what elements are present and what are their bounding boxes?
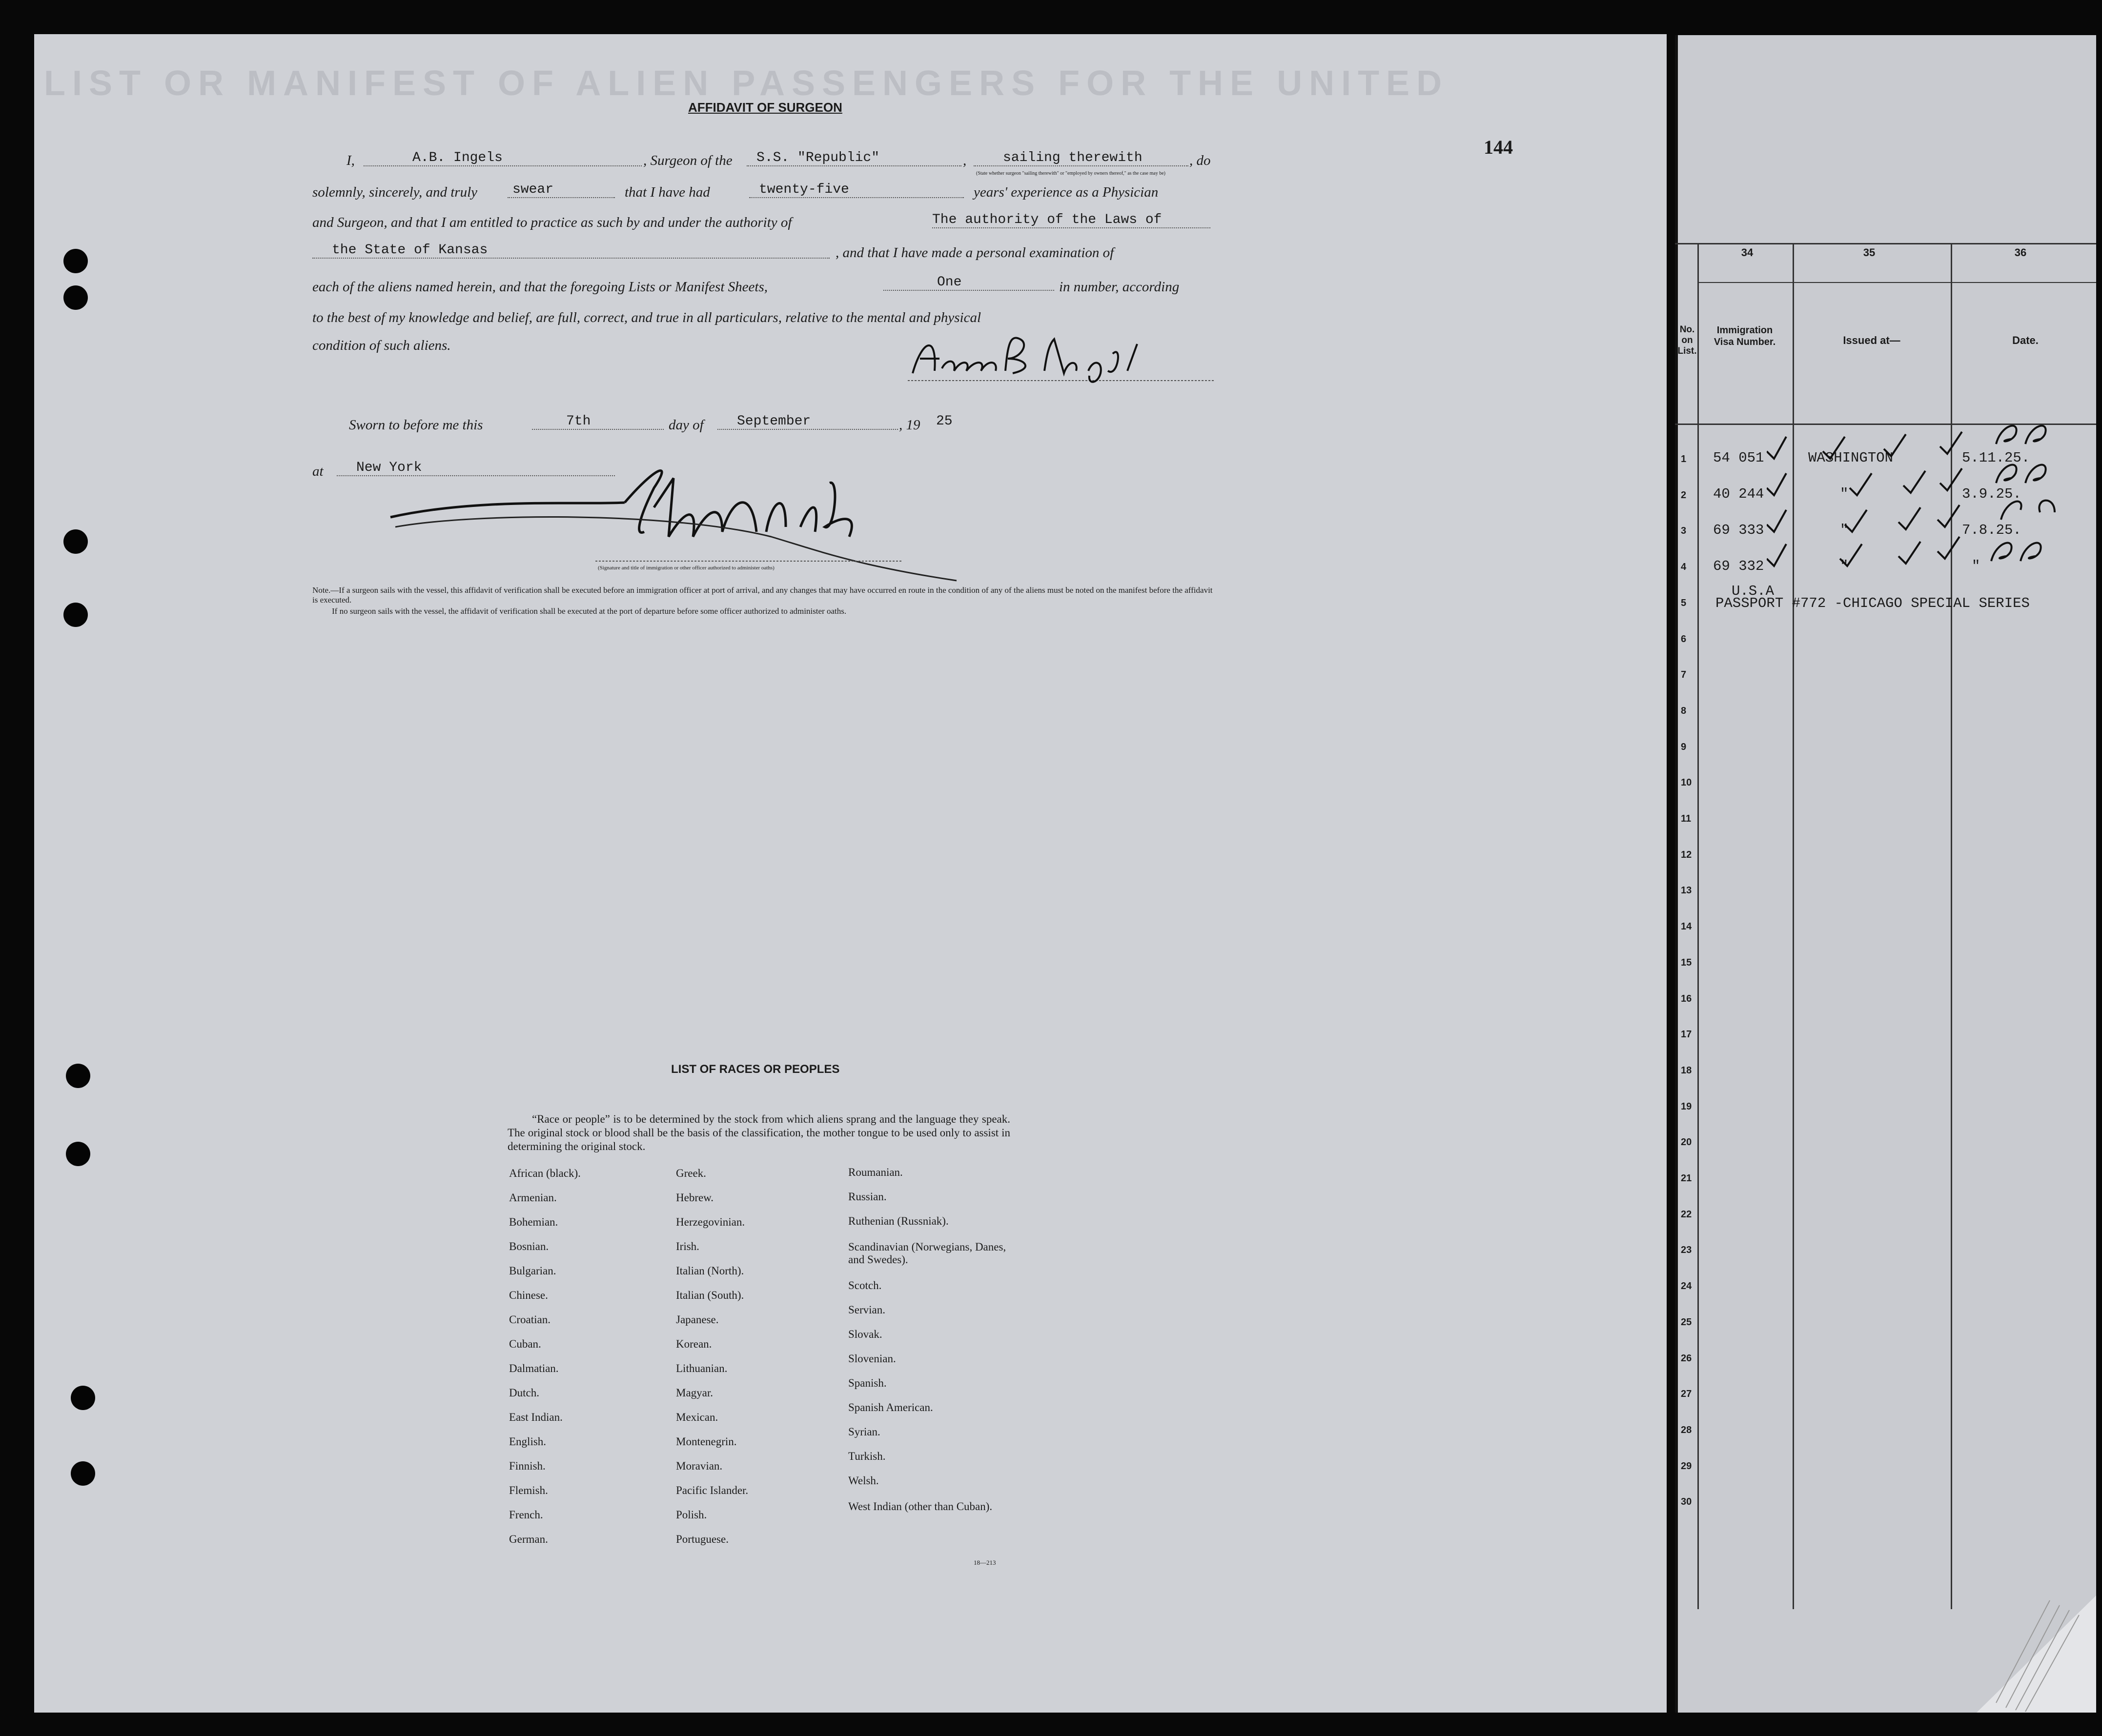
race-entry: Bosnian.: [509, 1240, 549, 1252]
race-entry: Flemish.: [509, 1484, 548, 1496]
page-corner-fold: [1977, 1595, 2096, 1713]
race-entry: Scandinavian (Norwegians, Danes, and Swedes).: [848, 1241, 1006, 1266]
punch-hole: [63, 285, 88, 310]
sworn-day: 7th: [532, 414, 664, 430]
affidavit-text: , Surgeon of the: [643, 153, 733, 168]
race-entry: Chinese.: [509, 1289, 548, 1301]
date-cell: ": [1972, 558, 1980, 574]
punch-hole: [66, 1142, 90, 1166]
row-number: 3: [1681, 525, 1687, 537]
row-number: 15: [1681, 957, 1692, 968]
race-entry: Italian (North).: [676, 1265, 744, 1277]
race-entry: Pacific Islander.: [676, 1484, 749, 1496]
row-number: 20: [1681, 1137, 1692, 1148]
sworn-place: New York: [337, 460, 615, 476]
row-number: 29: [1681, 1460, 1692, 1472]
table-rule: [1697, 282, 2096, 283]
affidavit-text: and Surgeon, and that I am entitled to practice as such by and under the authority of: [312, 215, 792, 230]
header-issued-at: Issued at—: [1843, 334, 1900, 346]
race-entry: Greek.: [676, 1167, 706, 1179]
affidavit-note: If no surgeon sails with the vessel, the affidavit of verification shall be executed at the port of departure before some officer authorized to administer oaths.: [332, 606, 847, 616]
affidavit-text: I,: [347, 153, 355, 168]
officer-signature-caption: (Signature and title of immigration or other officer authorized to administer oaths): [598, 565, 775, 571]
issued-at-cell: WASHINGTON: [1808, 450, 1894, 466]
race-entry: Slovenian.: [848, 1352, 896, 1365]
race-entry: Dutch.: [509, 1387, 539, 1399]
race-entry: English.: [509, 1435, 547, 1448]
row-number: 21: [1681, 1173, 1692, 1184]
race-entry: Roumanian.: [848, 1166, 903, 1178]
sworn-month: September: [717, 414, 898, 430]
oath-type: swear: [508, 182, 615, 198]
row-number: 24: [1681, 1281, 1692, 1292]
race-entry: Spanish.: [848, 1377, 887, 1389]
affidavit-title: AFFIDAVIT OF SURGEON: [688, 100, 842, 115]
race-entry: Lithuanian.: [676, 1362, 728, 1374]
affidavit-text: to the best of my knowledge and belief, are full, correct, and true in all particulars, relative to the mental and physical: [312, 310, 981, 325]
race-entry: Bulgarian.: [509, 1265, 556, 1277]
race-entry: Turkish.: [848, 1450, 886, 1462]
race-entry: Italian (South).: [676, 1289, 744, 1301]
column-number: 36: [2014, 246, 2027, 259]
punch-hole: [71, 1461, 95, 1486]
affidavit-text: years' experience as a Physician: [974, 184, 1159, 200]
race-entry: African (black).: [509, 1167, 581, 1179]
bleed-through-header: LIST OR MANIFEST OF ALIEN PASSENGERS FOR THE UNITED: [44, 64, 1449, 103]
header-visa-number: Immigration Visa Number.: [1714, 325, 1776, 347]
race-entry: Mexican.: [676, 1411, 718, 1423]
row-number: 28: [1681, 1424, 1692, 1435]
race-entry: Armenian.: [509, 1191, 557, 1204]
race-entry: Hebrew.: [676, 1191, 714, 1204]
race-entry: Russian.: [848, 1191, 887, 1203]
row-number: 9: [1681, 741, 1687, 752]
issued-at-cell: ": [1840, 486, 1849, 502]
row-number: 4: [1681, 562, 1687, 573]
surgeon-name: A.B. Ingels: [364, 150, 642, 166]
race-entry: Syrian.: [848, 1426, 880, 1438]
race-entry: Herzegovinian.: [676, 1216, 745, 1228]
row-number: 13: [1681, 885, 1692, 896]
date-cell: 7.8.25.: [1962, 522, 2021, 538]
race-entry: Finnish.: [509, 1460, 546, 1472]
visa-number-cell: 69 333: [1713, 522, 1764, 538]
punch-hole: [63, 249, 88, 273]
row-number: 18: [1681, 1065, 1692, 1076]
race-entry: Scotch.: [848, 1279, 882, 1292]
row-number: 5: [1681, 597, 1687, 608]
race-entry: Dalmatian.: [509, 1362, 559, 1374]
race-entry: Bohemian.: [509, 1216, 558, 1228]
punch-hole: [71, 1386, 95, 1410]
race-entry: Portuguese.: [676, 1533, 729, 1545]
table-rule: [1697, 243, 1699, 1609]
manifest-sheet-count: One: [883, 275, 1054, 291]
affidavit-text: , do: [1189, 153, 1211, 168]
row-number: 11: [1681, 813, 1692, 824]
check-marks: [1767, 415, 2089, 581]
page-number: 144: [1484, 136, 1513, 158]
row-number: 1: [1681, 454, 1687, 464]
punch-hole: [63, 529, 88, 554]
row-number: 6: [1681, 633, 1687, 645]
row-number: 17: [1681, 1029, 1692, 1040]
date-cell: 5.11.25.: [1962, 450, 2030, 466]
row-number: 23: [1681, 1245, 1692, 1256]
right-page: [1676, 35, 2096, 1713]
race-entry: Ruthenian (Russniak).: [848, 1215, 949, 1227]
races-title: LIST OF RACES OR PEOPLES: [671, 1063, 840, 1076]
row-number: 7: [1681, 669, 1687, 681]
issued-at-cell: ": [1840, 522, 1849, 538]
row-number: 22: [1681, 1209, 1692, 1220]
affidavit-text: , and that I have made a personal examination of: [836, 245, 1114, 261]
column-number: 35: [1863, 246, 1876, 259]
affidavit-text: in number, according: [1059, 279, 1180, 295]
visa-number-cell: 69 332: [1713, 558, 1764, 574]
sailing-status: sailing therewith: [974, 150, 1188, 166]
race-entry: French.: [509, 1509, 543, 1521]
race-entry: Welsh.: [848, 1474, 879, 1487]
affidavit-text: day of: [669, 417, 704, 433]
affidavit-text: solemnly, sincerely, and truly: [312, 184, 478, 200]
race-entry: Korean.: [676, 1338, 712, 1350]
table-rule: [1675, 35, 1678, 1713]
row-number: 16: [1681, 993, 1692, 1004]
ship-name: S.S. "Republic": [747, 150, 961, 166]
affidavit-text: ,: [963, 153, 967, 168]
authority-line-2: the State of Kansas: [312, 242, 830, 259]
visa-number-cell: 40 244: [1713, 486, 1764, 502]
race-entry: Croatian.: [509, 1313, 551, 1326]
affidavit-text: each of the aliens named herein, and that the foregoing Lists or Manifest Sheets,: [312, 279, 768, 295]
surgeon-signature: [908, 324, 1220, 388]
row-number: 8: [1681, 705, 1687, 716]
race-entry: Slovak.: [848, 1328, 882, 1340]
table-rule: [1675, 243, 2096, 244]
header-date: Date.: [2012, 334, 2039, 346]
race-entry: Japanese.: [676, 1313, 719, 1326]
row-number: 12: [1681, 849, 1692, 860]
race-entry: Spanish American.: [848, 1401, 933, 1413]
affidavit-text: at: [312, 464, 324, 479]
row-number: 25: [1681, 1316, 1692, 1328]
row-number: 2: [1681, 489, 1687, 501]
affidavit-text: Sworn to before me this: [349, 417, 483, 433]
column-number: 34: [1741, 246, 1754, 259]
races-intro: “Race or people” is to be determined by the stock from which aliens sprang and the language they speak. The original stock or blood shall be the basis of the classification, the mother tongue to be used only to assist in determining the original stock.: [508, 1113, 1010, 1152]
sailing-note: (State whether surgeon "sailing therewith" or "employed by owners thereof," as the case may be): [976, 171, 1165, 176]
race-entry: Montenegrin.: [676, 1435, 737, 1448]
affidavit-text: , 19: [899, 417, 920, 433]
race-entry: Moravian.: [676, 1460, 723, 1472]
race-entry: East Indian.: [509, 1411, 563, 1423]
passport-country: U.S.A: [1732, 583, 1775, 599]
row-number: 27: [1681, 1389, 1692, 1400]
row-number: 10: [1681, 777, 1692, 788]
affidavit-text: condition of such aliens.: [312, 338, 451, 353]
race-entry: Cuban.: [509, 1338, 541, 1350]
punch-hole: [66, 1064, 90, 1088]
race-entry: Irish.: [676, 1240, 699, 1252]
years-experience: twenty-five: [749, 182, 964, 198]
race-entry: Servian.: [848, 1304, 886, 1316]
visa-number-cell: 54 051: [1713, 450, 1764, 466]
race-entry: German.: [509, 1533, 548, 1545]
race-entry: West Indian (other than Cuban).: [848, 1500, 993, 1513]
affidavit-text: that I have had: [625, 184, 710, 200]
punch-hole: [63, 603, 88, 627]
row-number: 26: [1681, 1352, 1692, 1364]
row-number: 30: [1681, 1496, 1692, 1508]
sworn-year: 25: [936, 414, 953, 429]
passport-line: PASSPORT #772 -CHICAGO SPECIAL SERIES: [1715, 595, 2030, 611]
issued-at-cell: ": [1840, 558, 1849, 574]
authority-line-1: The authority of the Laws of: [932, 212, 1210, 228]
form-code: 18—213: [974, 1559, 996, 1566]
date-cell: 3.9.25.: [1962, 486, 2021, 502]
race-entry: Magyar.: [676, 1387, 714, 1399]
row-number: 19: [1681, 1101, 1692, 1112]
affidavit-note: Note.—If a surgeon sails with the vessel, this affidavit of verification shall be executed before an immigration officer at port of arrival, and any changes that may have occurred en route in the condition of any of the aliens must be noted on the manifest before the affidavit is executed.: [312, 585, 1213, 605]
row-number: 14: [1681, 921, 1692, 932]
header-no-on-list: No. on List.: [1677, 324, 1697, 356]
race-entry: Polish.: [676, 1509, 707, 1521]
